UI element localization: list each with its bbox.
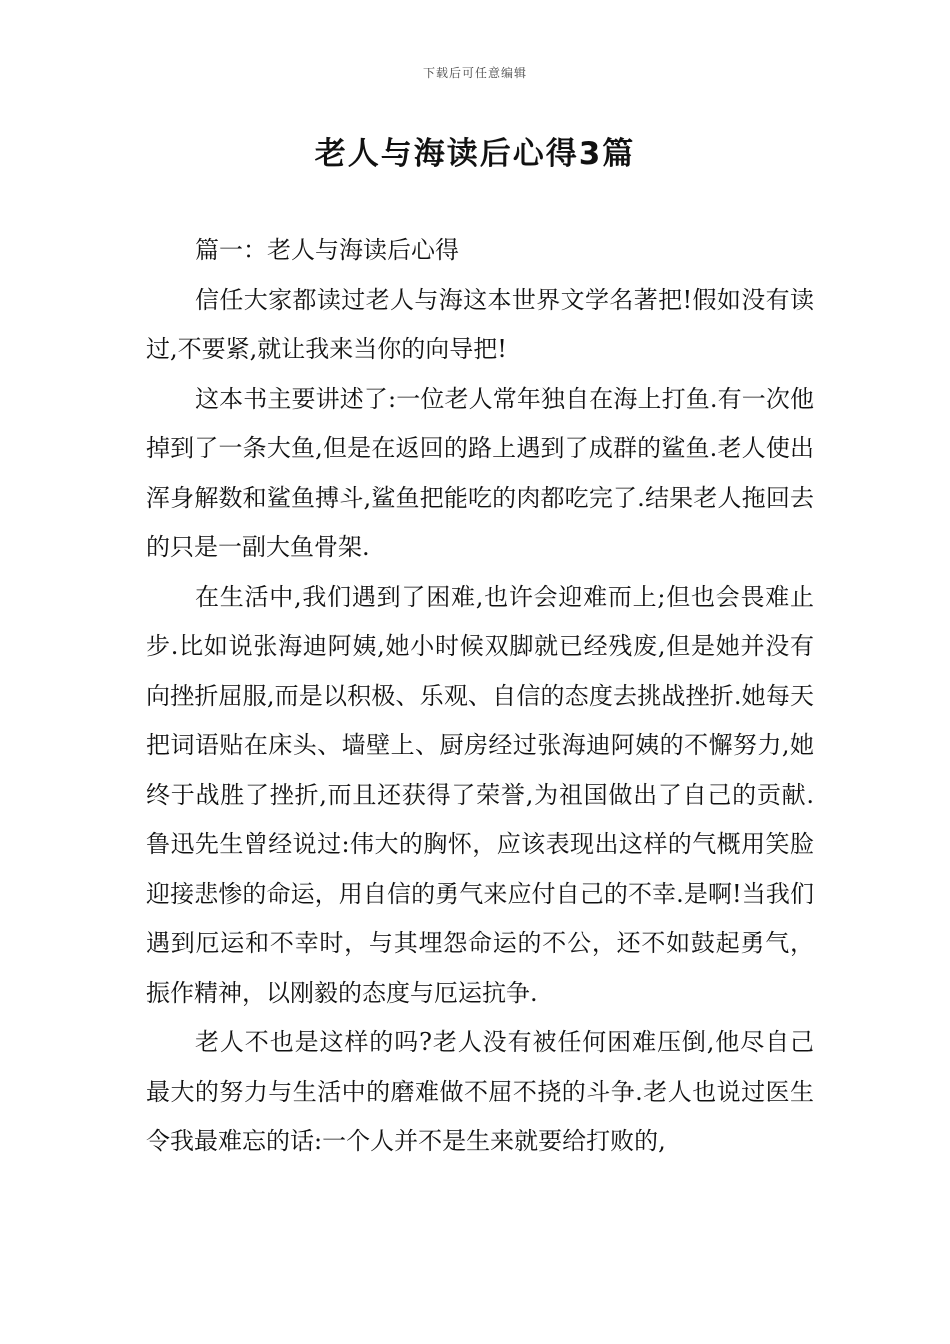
document-body	[146, 226, 814, 1167]
paragraph-1: 信任大家都读过老人与海这本世界文学名著把!假如没有读过,不要紧,就让我来当你的向导把!	[146, 285, 814, 363]
header-note: 下载后可任意编辑	[422, 66, 527, 80]
page-title: 老人与海读后心得3篇	[314, 136, 636, 172]
paragraph-2: 这本书主要讲述了:一位老人常年独自在海上打鱼.有一次他掉到了一条大鱼,但是在返回的路上遇到了成群的鲨鱼.老人使出浑身解数和鲨鱼搏斗,鲨鱼把能吃的肉都吃完了.结果老人拖回去的只是一副大鱼骨架.	[146, 384, 814, 561]
paragraph-4: 老人不也是这样的吗?老人没有被任何困难压倒,他尽自己最大的努力与生活中的磨难做不屈不挠的斗争.老人也说过医生令我最难忘的话:一个人并不是生来就要给打败的,	[146, 1028, 814, 1155]
section-heading: 篇一：老人与海读后心得	[195, 236, 459, 264]
paragraph-3: 在生活中,我们遇到了困难,也许会迎难而上;但也会畏难止步.比如说张海迪阿姨,她小时候双脚就已经残废,但是她并没有向挫折屈服,而是以积极、乐观、自信的态度去挑战挫折.她每天把词语贴在床头、墙壁上、厨房经过张海迪阿姨的不懈努力,她终于战胜了挫折,而且还获得了荣誉,为祖国做出了自己的贡献.鲁迅先生曾经说过:伟大的胸怀，应该表现出这样的气概用笑脸迎接悲惨的命运，用自信的勇气来应付自己的不幸.是啊!当我们遇到厄运和不幸时，与其埋怨命运的不公，还不如鼓起勇气，振作精神，以刚毅的态度与厄运抗争.	[146, 582, 814, 1007]
